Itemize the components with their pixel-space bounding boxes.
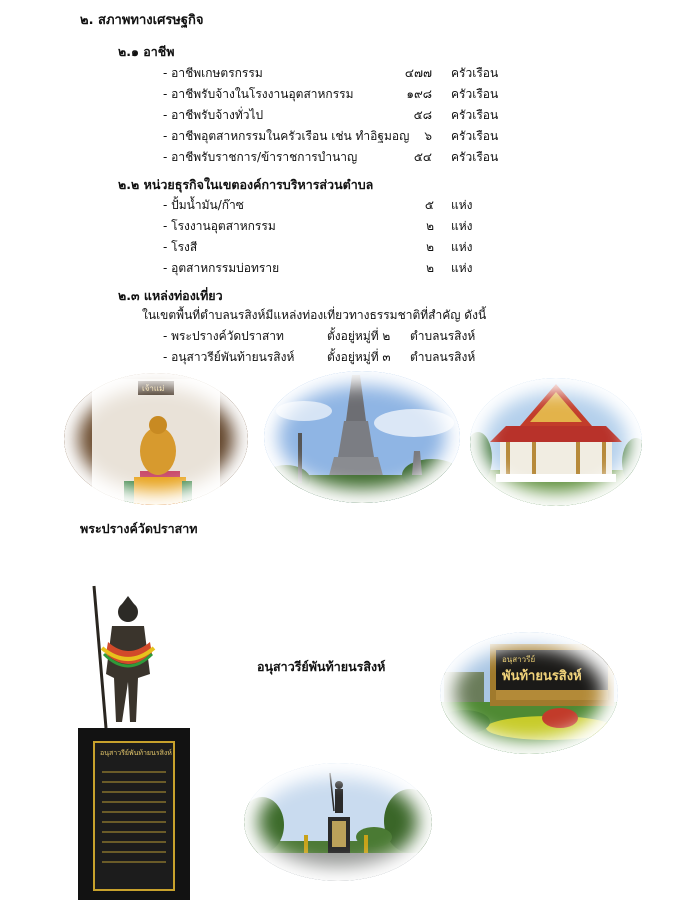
list-item-label: - อาชีพเกษตรกรรม xyxy=(163,66,263,80)
list-item-location: ตั้งอยู่หมู่ที่ ๒ xyxy=(327,329,391,343)
list-item-count: ๒ xyxy=(426,240,434,254)
list-item-count: ๕ xyxy=(424,198,434,212)
sign-title-big: พันท้ายนรสิงห์ xyxy=(502,669,582,684)
list-item-label: - อนุสาวรีย์พันท้ายนรสิงห์ xyxy=(163,350,295,364)
list-item-count: ๕๔ xyxy=(413,150,432,164)
monument-caption: อนุสาวรีย์พันท้ายนรสิงห์ xyxy=(257,659,386,674)
list-item-count: ๖ xyxy=(424,129,432,143)
list-item-label: - อาชีพรับจ้างทั่วไป xyxy=(163,108,264,122)
tourism-heading: ๒.๓ แหล่งท่องเที่ยว xyxy=(118,288,223,303)
monument-sign-photo xyxy=(440,632,618,754)
pavilion-photo xyxy=(470,378,642,506)
list-item-label: - อุตสาหกรรมบ่อทราย xyxy=(163,261,280,275)
section-heading: ๒. สภาพทางเศรษฐกิจ xyxy=(80,13,204,28)
business-heading: ๒.๒ หน่วยธุรกิจในเขตองค์การบริหารส่วนตำบล xyxy=(118,177,374,192)
list-item-unit: ครัวเรือน xyxy=(451,87,499,101)
list-item-tambon: ตำบลนรสิงห์ xyxy=(410,350,476,364)
list-item-count: ๑๙๘ xyxy=(406,87,432,101)
list-item-unit: ครัวเรือน xyxy=(451,108,499,122)
list-item-unit: ครัวเรือน xyxy=(451,150,499,164)
list-item-label: - อาชีพรับราชการ/ข้าราชการบำนาญ xyxy=(163,150,358,164)
shrine-photo xyxy=(64,373,248,505)
list-item-count: ๕๘ xyxy=(413,108,432,122)
plaque-title: อนุสาวรีย์พันท้ายนรสิงห์ xyxy=(100,749,172,757)
list-item-label: - อาชีพรับจ้างในโรงงานอุตสาหกรรม xyxy=(163,87,354,101)
list-item-count: ๔๗๗ xyxy=(404,66,432,80)
list-item-label: - ปั้มน้ำมัน/ก๊าซ xyxy=(163,198,244,212)
sign-title-small: อนุสาวรีย์ xyxy=(502,655,536,664)
list-item-label: - พระปรางค์วัดปราสาท xyxy=(163,329,284,343)
list-item-unit: แห่ง xyxy=(451,240,473,254)
prang-photo xyxy=(264,371,460,503)
list-item-unit: แห่ง xyxy=(451,198,473,212)
monument-statue-photo xyxy=(72,582,194,900)
shrine-sign: เจ้าแม่ xyxy=(142,384,165,393)
list-item-unit: แห่ง xyxy=(451,219,473,233)
list-item-label: - โรงงานอุตสาหกรรม xyxy=(163,219,276,233)
prang-caption: พระปรางค์วัดปราสาท xyxy=(80,521,198,536)
list-item-count: ๒ xyxy=(426,219,434,233)
list-item-unit: ครัวเรือน xyxy=(451,129,499,143)
list-item-unit: ครัวเรือน xyxy=(451,66,499,80)
list-item-label: - อาชีพอุตสาหกรรมในครัวเรือน เช่น ทำอิฐมอญ xyxy=(163,129,410,143)
list-item-label: - โรงสี xyxy=(163,240,198,254)
list-item-location: ตั้งอยู่หมู่ที่ ๓ xyxy=(327,350,391,364)
tourism-intro: ในเขตพื้นที่ตำบลนรสิงห์มีแหล่งท่องเที่ยวทางธรรมชาติที่สำคัญ ดังนี้ xyxy=(142,308,487,322)
list-item-unit: แห่ง xyxy=(451,261,473,275)
monument-distant-photo xyxy=(244,763,432,881)
list-item-count: ๒ xyxy=(426,261,434,275)
list-item-tambon: ตำบลนรสิงห์ xyxy=(410,329,476,343)
occupation-heading: ๒.๑ อาชีพ xyxy=(118,44,175,59)
